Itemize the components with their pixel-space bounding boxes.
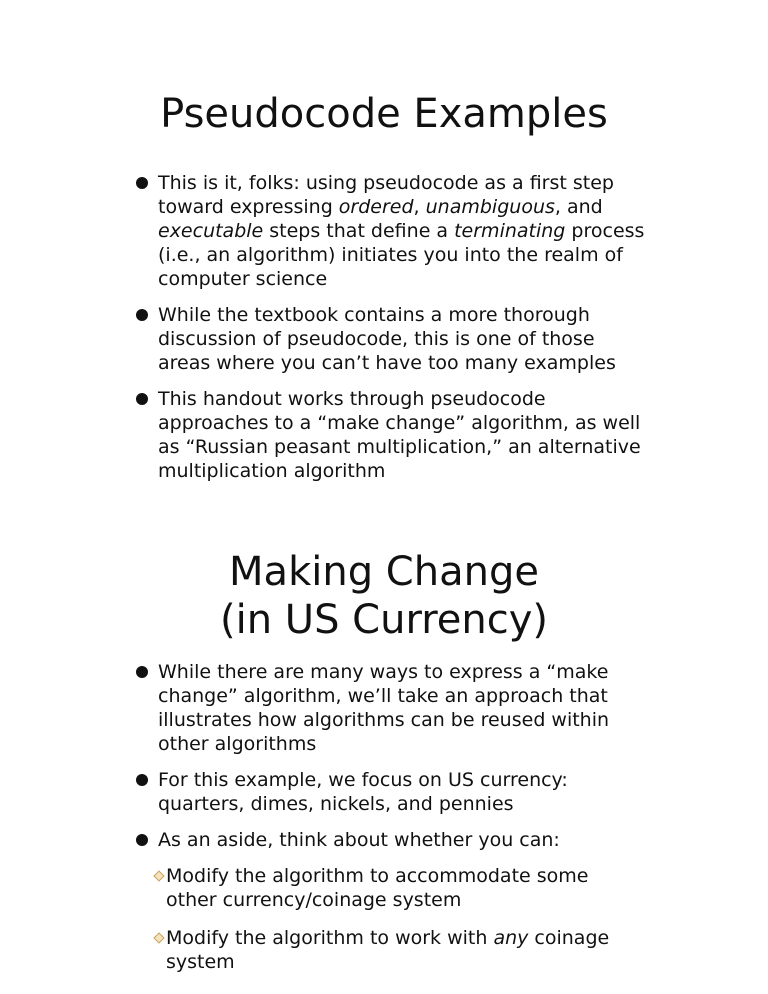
slide-title-line-1: Making Change	[229, 549, 539, 595]
bullet-dot-icon	[136, 177, 148, 189]
bullet-text: For this example, we focus on US currency: quarters, dimes, nickels, and pennies	[158, 769, 568, 815]
bullet-item	[158, 828, 648, 852]
bullet-dot-icon	[136, 666, 148, 678]
bullet-text: This handout works through pseudocode approaches to a “make change” algorithm, as well as “Russian peasant multiplication,” an alternative multiplication algorithm	[158, 388, 641, 482]
diamond-bullet-icon	[153, 932, 164, 943]
bullet-item	[158, 387, 648, 483]
bullet-text: This is it, folks: using pseudocode as a first step toward expressing ordered, unambiguous, and executable steps that define a terminating process (i.e., an algorithm) initiates you into the realm of computer science	[158, 172, 645, 290]
bullet-dot-icon	[136, 834, 148, 846]
subbullet-text: Modify the algorithm to work with any coinage system	[166, 927, 610, 973]
slide-title	[0, 548, 768, 644]
bullet-dot-icon	[136, 774, 148, 786]
bullet-item	[158, 660, 648, 756]
bullet-dot-icon	[136, 393, 148, 405]
bullet-item	[158, 171, 648, 291]
bullet-item	[158, 768, 648, 816]
subbullet-item	[166, 926, 636, 974]
bullet-list	[0, 171, 648, 483]
bullet-text: As an aside, think about whether you can:	[158, 829, 560, 851]
bullet-text: While there are many ways to express a “make change” algorithm, we’ll take an approach that illustrates how algorithms can be reused within other algorithms	[158, 661, 610, 755]
bullet-dot-icon	[136, 309, 148, 321]
subbullet-text: Modify the algorithm to accommodate some other currency/coinage system	[166, 865, 589, 911]
slide-title: Pseudocode Examples	[160, 91, 608, 137]
bullet-list	[0, 660, 648, 852]
slide-making-change	[0, 548, 768, 988]
slide-pseudocode-examples	[0, 90, 768, 495]
diamond-bullet-icon	[153, 870, 164, 881]
subbullet-item	[166, 864, 636, 912]
subbullet-list	[0, 864, 636, 974]
bullet-text: While the textbook contains a more thorough discussion of pseudocode, this is one of those areas where you can’t have too many examples	[158, 304, 616, 374]
slide-title-line-2: (in US Currency)	[220, 597, 548, 643]
bullet-item	[158, 303, 648, 375]
